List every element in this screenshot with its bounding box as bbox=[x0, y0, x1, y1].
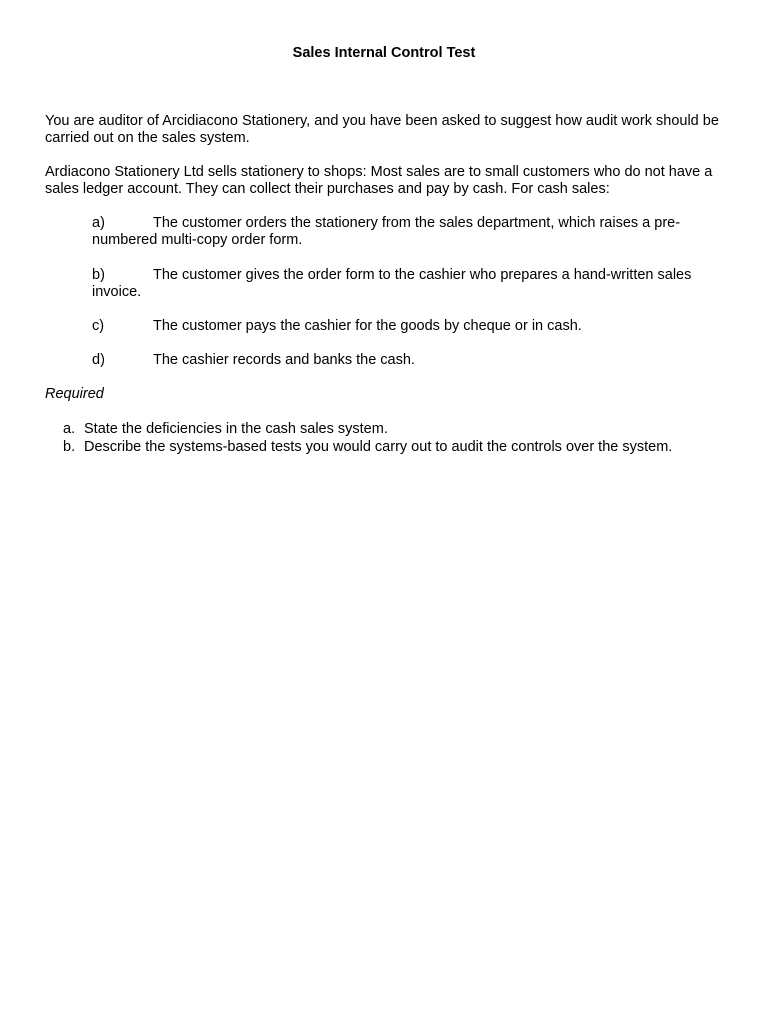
context-paragraph: Ardiacono Stationery Ltd sells stationery to shops: Most sales are to small customers who do not have a sales ledger account. They can collect their purchases and pay by cash. For cash sales: bbox=[45, 164, 713, 197]
step-text: The customer orders the stationery from the sales department, which raises a pre-numbered multi-copy order form. bbox=[92, 215, 681, 248]
step-text: The customer pays the cashier for the goods by cheque or in cash. bbox=[153, 318, 582, 334]
requirement-text: Describe the systems-based tests you would carry out to audit the controls over the system. bbox=[84, 439, 673, 455]
step-text: The cashier records and banks the cash. bbox=[153, 352, 415, 368]
step-marker: c) bbox=[92, 318, 105, 334]
requirement-item bbox=[63, 420, 743, 438]
step-item-c bbox=[92, 318, 732, 335]
step-text: The customer gives the order form to the cashier who prepares a hand-written sales invoice. bbox=[92, 267, 692, 300]
requirements-list bbox=[63, 420, 743, 456]
step-item-d bbox=[92, 352, 732, 369]
requirement-text: State the deficiencies in the cash sales system. bbox=[84, 421, 388, 437]
step-item-a bbox=[92, 215, 732, 249]
step-item-b bbox=[92, 267, 732, 301]
step-marker: b) bbox=[92, 267, 105, 283]
page-title: Sales Internal Control Test bbox=[292, 45, 476, 61]
step-marker: d) bbox=[92, 352, 105, 368]
required-heading: Required bbox=[45, 386, 104, 402]
intro-paragraph: You are auditor of Arcidiacono Stationery, and you have been asked to suggest how audit work should be carried out on the sales system. bbox=[45, 113, 719, 146]
requirement-marker: b. bbox=[63, 439, 76, 455]
requirement-item bbox=[63, 438, 743, 456]
requirement-marker: a. bbox=[63, 421, 76, 437]
step-marker: a) bbox=[92, 215, 105, 231]
